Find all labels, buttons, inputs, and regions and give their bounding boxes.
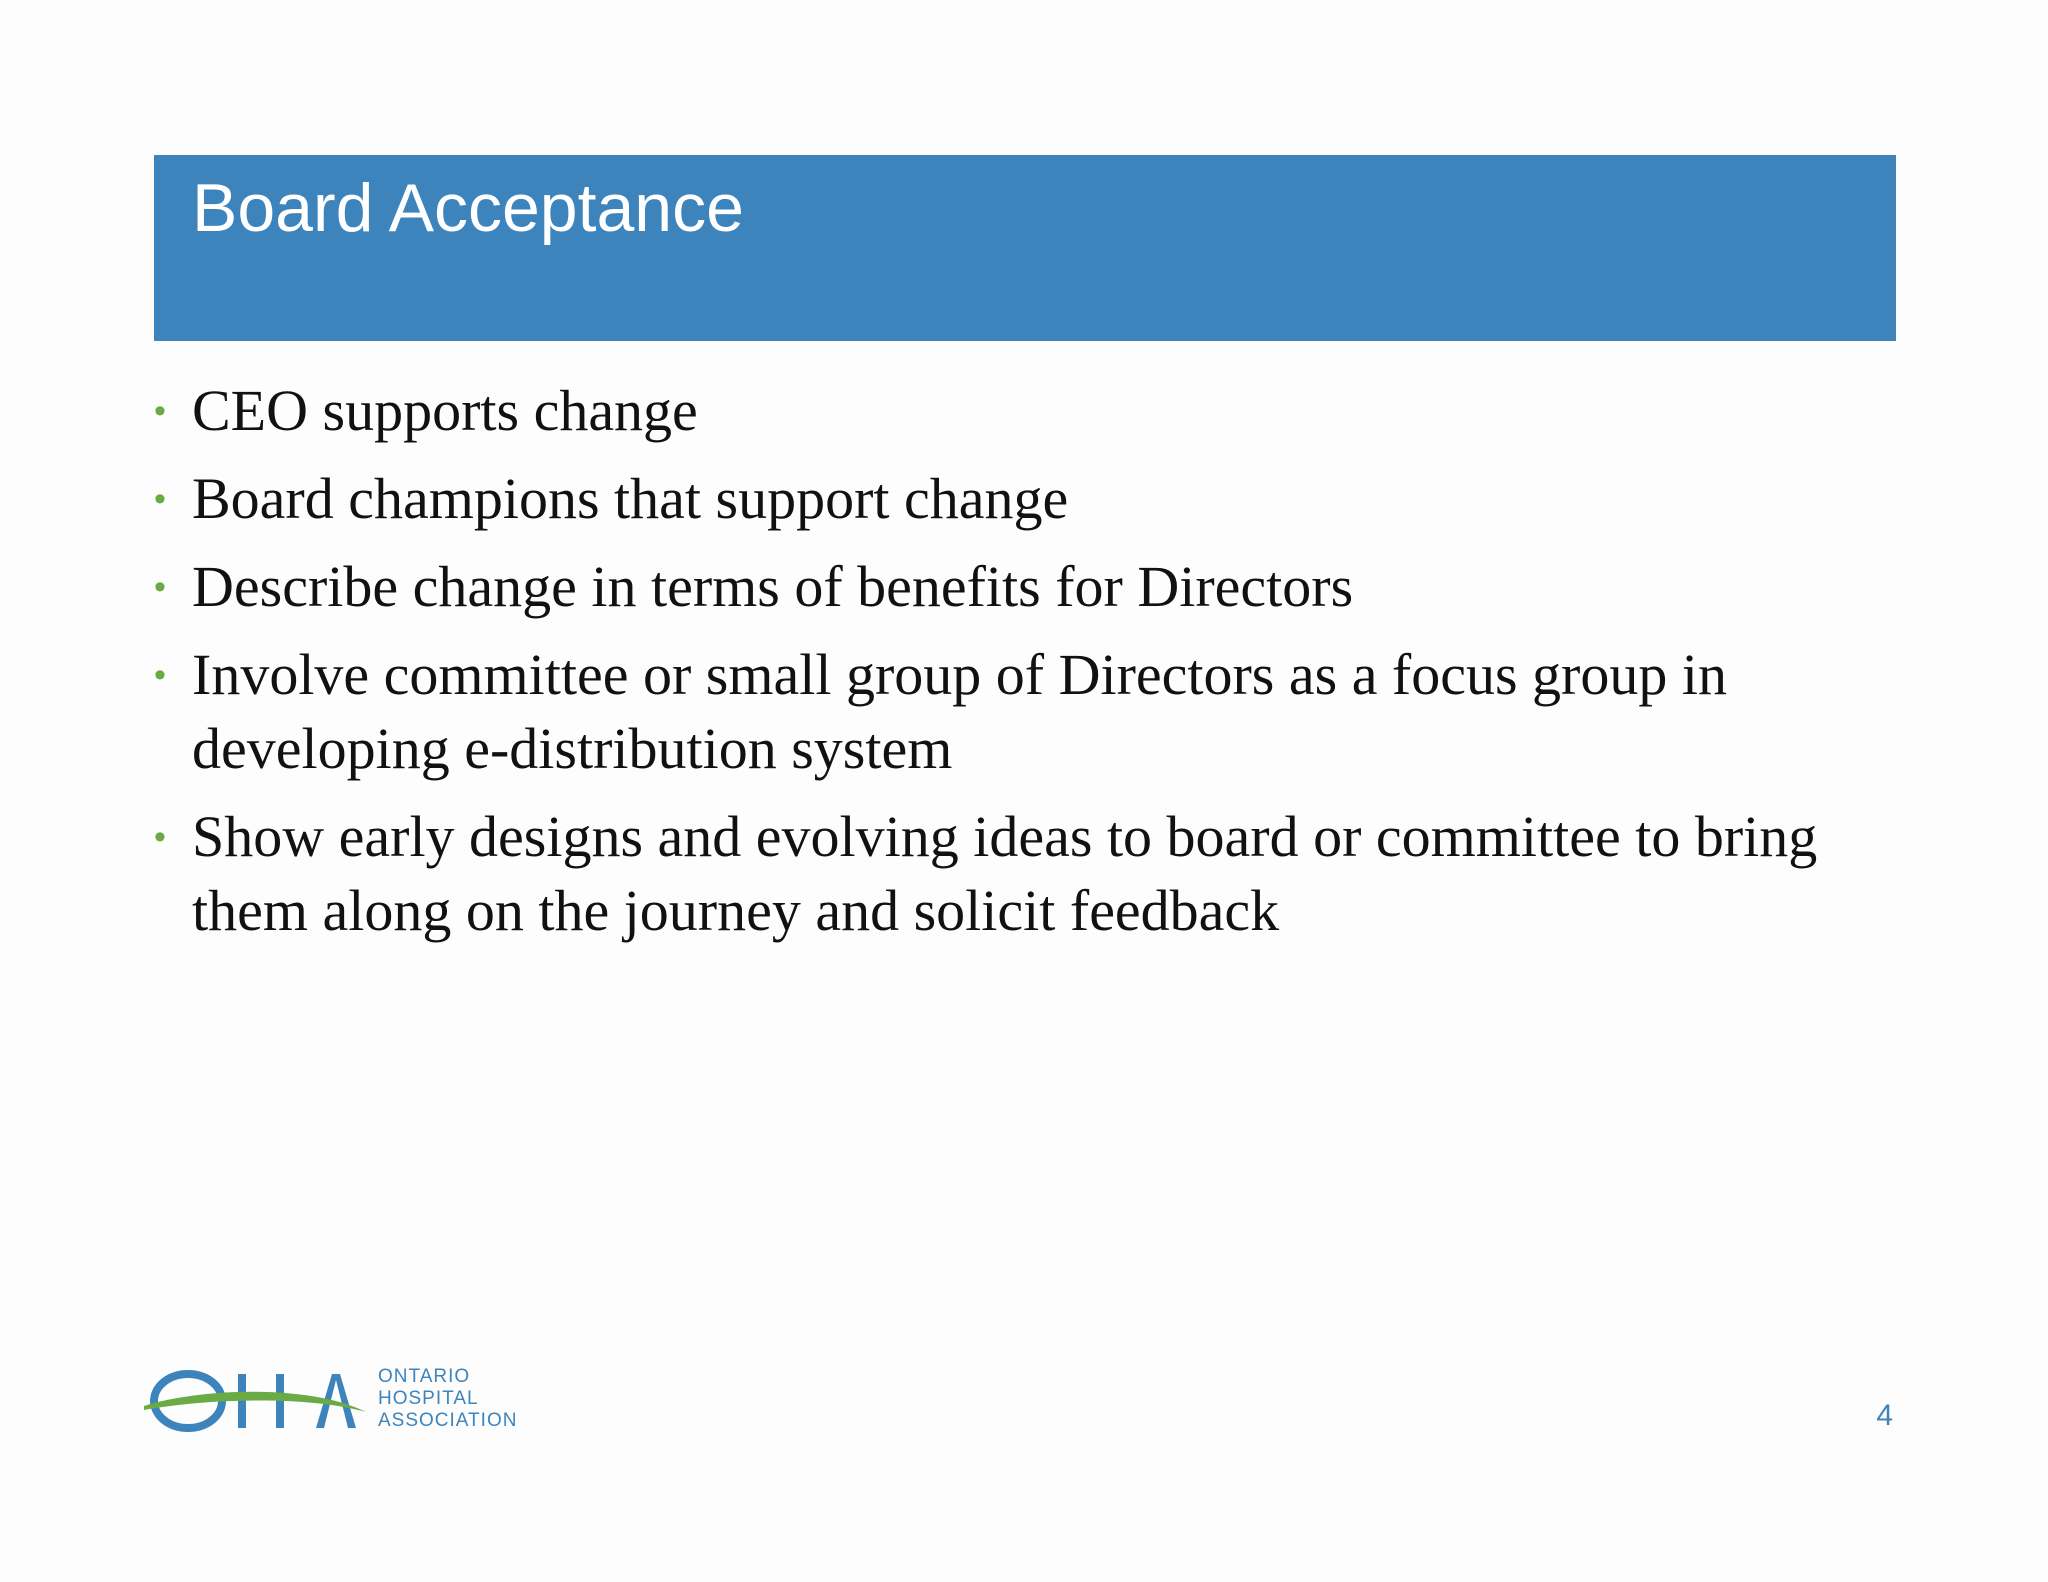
bullet-icon: • [154,392,166,430]
bullet-icon: • [154,480,166,518]
slide-title: Board Acceptance [192,170,744,246]
bullet-text: Board champions that support change [192,466,1069,531]
logo-line-hospital: HOSPITAL [378,1388,479,1409]
bullet-item [150,638,1880,786]
page-number: 4 [1876,1399,1893,1432]
bullet-text: Involve committee or small group of Directors as a focus group in developing e-distribution system [192,642,1727,781]
bullet-icon: • [154,818,166,856]
oha-logo-wordmark [378,1366,517,1432]
bullet-item [150,462,1880,536]
oha-logo-mark-icon [140,1370,370,1432]
bullet-item [150,550,1880,624]
logo-line-ontario: ONTARIO [378,1366,471,1387]
oha-logo [140,1360,530,1440]
bullet-icon: • [154,656,166,694]
bullet-list [150,374,1880,962]
title-bar [154,155,1896,341]
bullet-text: Describe change in terms of benefits for Directors [192,554,1354,619]
bullet-text: CEO supports change [192,378,698,443]
bullet-icon: • [154,568,166,606]
bullet-item [150,374,1880,448]
bullet-item [150,800,1880,948]
bullet-text: Show early designs and evolving ideas to board or committee to bring them along on the journey and solicit feedback [192,804,1818,943]
logo-line-association: ASSOCIATION [378,1410,518,1431]
